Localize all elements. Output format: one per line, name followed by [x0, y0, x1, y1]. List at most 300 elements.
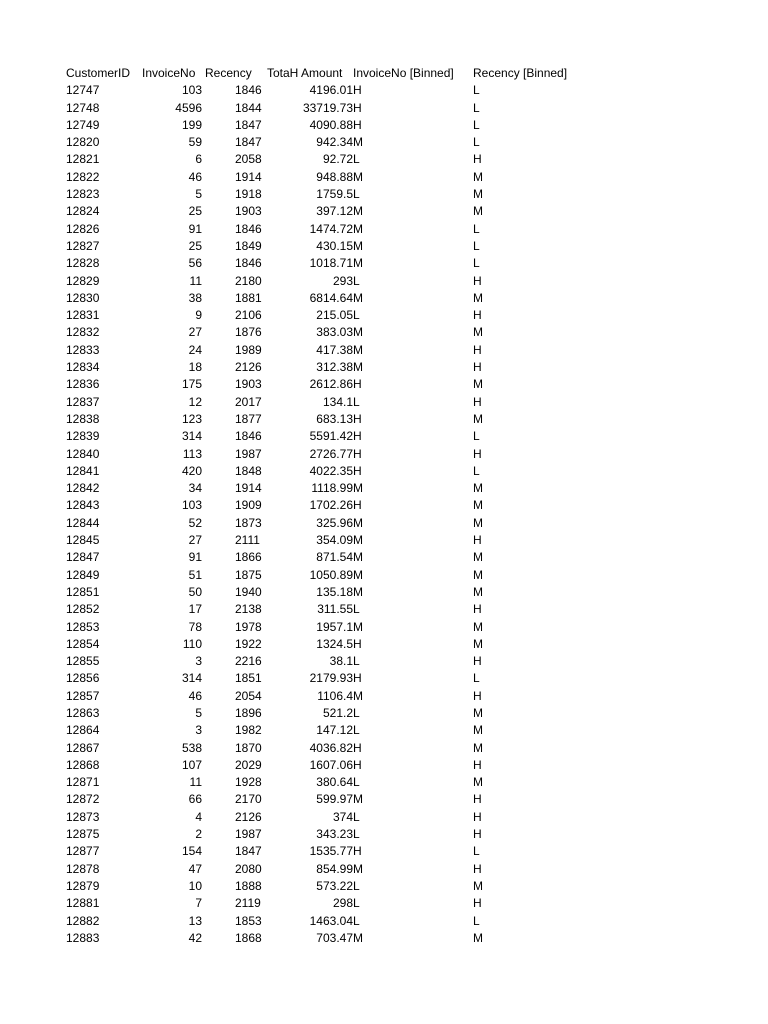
- cell-recency-binned[interactable]: M: [473, 723, 483, 738]
- cell-recency[interactable]: 2216: [235, 654, 262, 669]
- cell-total-amount[interactable]: 599.97: [316, 792, 353, 807]
- cell-recency-binned[interactable]: L: [473, 429, 480, 444]
- cell-customer-id[interactable]: 12839: [66, 429, 100, 444]
- cell-recency-binned[interactable]: H: [473, 809, 482, 824]
- cell-invoice-binned[interactable]: M: [353, 688, 363, 703]
- cell-recency-binned[interactable]: H: [473, 342, 482, 357]
- cell-invoice-no[interactable]: 42: [188, 930, 202, 945]
- cell-invoice-no[interactable]: 314: [181, 671, 202, 686]
- cell-customer-id[interactable]: 12872: [66, 792, 100, 807]
- cell-invoice-binned[interactable]: H: [353, 117, 362, 132]
- cell-recency-binned[interactable]: H: [473, 827, 482, 842]
- cell-recency-binned[interactable]: H: [473, 688, 482, 703]
- cell-total-amount[interactable]: 5591.42: [309, 429, 353, 444]
- cell-recency[interactable]: 2106: [235, 308, 262, 323]
- cell-recency[interactable]: 1987: [235, 446, 262, 461]
- cell-total-amount[interactable]: 1106.4: [317, 688, 353, 703]
- cell-invoice-binned[interactable]: M: [353, 204, 363, 219]
- cell-invoice-binned[interactable]: M: [353, 515, 363, 530]
- cell-customer-id[interactable]: 12878: [66, 861, 100, 876]
- cell-total-amount[interactable]: 343.23: [316, 827, 353, 842]
- cell-total-amount[interactable]: 38.1: [329, 654, 353, 669]
- cell-customer-id[interactable]: 12829: [66, 273, 100, 288]
- cell-customer-id[interactable]: 12856: [66, 671, 100, 686]
- cell-invoice-binned[interactable]: L: [353, 394, 360, 409]
- cell-recency-binned[interactable]: M: [473, 930, 483, 945]
- cell-recency-binned[interactable]: M: [473, 481, 483, 496]
- cell-recency[interactable]: 1888: [235, 878, 262, 893]
- cell-customer-id[interactable]: 12823: [66, 187, 100, 202]
- cell-invoice-no[interactable]: 11: [189, 775, 202, 790]
- cell-invoice-binned[interactable]: M: [353, 325, 363, 340]
- cell-invoice-no[interactable]: 24: [188, 342, 202, 357]
- cell-customer-id[interactable]: 12868: [66, 757, 100, 772]
- cell-invoice-no[interactable]: 50: [188, 584, 202, 599]
- cell-total-amount[interactable]: 2612.86: [309, 377, 353, 392]
- cell-recency-binned[interactable]: M: [473, 325, 483, 340]
- cell-total-amount[interactable]: 380.64: [316, 775, 353, 790]
- cell-invoice-binned[interactable]: H: [353, 100, 362, 115]
- cell-recency-binned[interactable]: M: [473, 740, 483, 755]
- cell-invoice-no[interactable]: 5: [195, 187, 202, 202]
- cell-total-amount[interactable]: 135.18: [316, 584, 353, 599]
- cell-invoice-no[interactable]: 78: [188, 619, 202, 634]
- cell-customer-id[interactable]: 12853: [66, 619, 100, 634]
- cell-recency-binned[interactable]: H: [473, 360, 482, 375]
- cell-customer-id[interactable]: 12867: [66, 740, 100, 755]
- cell-total-amount[interactable]: 1702.26: [309, 498, 353, 513]
- cell-recency-binned[interactable]: M: [473, 567, 483, 582]
- cell-total-amount[interactable]: 1050.89: [309, 567, 353, 582]
- cell-recency[interactable]: 1909: [235, 498, 262, 513]
- cell-recency-binned[interactable]: L: [473, 83, 480, 98]
- cell-invoice-no[interactable]: 113: [182, 446, 202, 461]
- cell-total-amount[interactable]: 1957.1: [316, 619, 353, 634]
- cell-invoice-binned[interactable]: L: [353, 654, 360, 669]
- cell-recency[interactable]: 1846: [235, 83, 262, 98]
- cell-recency-binned[interactable]: M: [473, 187, 483, 202]
- cell-invoice-no[interactable]: 3: [195, 654, 202, 669]
- cell-invoice-binned[interactable]: M: [353, 792, 363, 807]
- cell-total-amount[interactable]: 1018.71: [309, 256, 353, 271]
- cell-recency-binned[interactable]: L: [473, 135, 480, 150]
- cell-invoice-no[interactable]: 46: [188, 169, 202, 184]
- header-invoice-binned[interactable]: InvoiceNo [Binned]: [353, 66, 454, 80]
- cell-total-amount[interactable]: 311.55: [317, 602, 353, 617]
- cell-total-amount[interactable]: 521.2: [322, 705, 353, 720]
- cell-invoice-binned[interactable]: M: [353, 533, 363, 548]
- cell-total-amount[interactable]: 1759.5: [316, 187, 353, 202]
- cell-recency-binned[interactable]: L: [473, 671, 480, 686]
- cell-recency[interactable]: 1847: [235, 135, 262, 150]
- cell-invoice-no[interactable]: 91: [188, 221, 202, 236]
- cell-customer-id[interactable]: 12827: [66, 238, 100, 253]
- cell-customer-id[interactable]: 12847: [66, 550, 100, 565]
- cell-recency[interactable]: 1851: [235, 671, 262, 686]
- cell-recency[interactable]: 1848: [235, 463, 262, 478]
- cell-invoice-no[interactable]: 4596: [175, 100, 202, 115]
- cell-recency-binned[interactable]: L: [473, 117, 480, 132]
- cell-recency[interactable]: 1914: [235, 481, 262, 496]
- cell-recency-binned[interactable]: M: [473, 204, 483, 219]
- header-recency[interactable]: Recency: [205, 66, 252, 80]
- cell-recency[interactable]: 1844: [235, 100, 262, 115]
- cell-total-amount[interactable]: 293: [332, 273, 353, 288]
- cell-customer-id[interactable]: 12864: [66, 723, 100, 738]
- cell-invoice-no[interactable]: 6: [195, 152, 202, 167]
- cell-total-amount[interactable]: 397.12: [316, 204, 353, 219]
- cell-invoice-binned[interactable]: H: [353, 636, 362, 651]
- cell-recency[interactable]: 1896: [235, 705, 262, 720]
- cell-total-amount[interactable]: 4036.82: [309, 740, 353, 755]
- cell-invoice-no[interactable]: 56: [188, 256, 202, 271]
- cell-customer-id[interactable]: 12841: [66, 463, 100, 478]
- cell-recency[interactable]: 2058: [235, 152, 262, 167]
- cell-customer-id[interactable]: 12863: [66, 705, 100, 720]
- cell-recency-binned[interactable]: H: [473, 654, 482, 669]
- cell-invoice-binned[interactable]: M: [353, 290, 363, 305]
- cell-customer-id[interactable]: 12820: [66, 135, 100, 150]
- cell-customer-id[interactable]: 12849: [66, 567, 100, 582]
- cell-recency-binned[interactable]: M: [473, 584, 483, 599]
- cell-invoice-binned[interactable]: M: [353, 619, 363, 634]
- cell-recency-binned[interactable]: H: [473, 896, 482, 911]
- cell-invoice-no[interactable]: 13: [188, 913, 202, 928]
- cell-recency-binned[interactable]: H: [473, 394, 482, 409]
- cell-customer-id[interactable]: 12747: [66, 83, 100, 98]
- cell-invoice-binned[interactable]: H: [353, 83, 362, 98]
- cell-invoice-binned[interactable]: M: [353, 481, 363, 496]
- cell-invoice-no[interactable]: 107: [181, 757, 202, 772]
- cell-recency-binned[interactable]: H: [473, 757, 482, 772]
- cell-invoice-binned[interactable]: L: [353, 152, 360, 167]
- cell-total-amount[interactable]: 1118.99: [311, 481, 353, 496]
- cell-invoice-binned[interactable]: L: [353, 187, 360, 202]
- cell-invoice-no[interactable]: 12: [188, 394, 202, 409]
- cell-recency[interactable]: 1928: [235, 775, 262, 790]
- cell-total-amount[interactable]: 33719.73: [302, 100, 353, 115]
- cell-recency-binned[interactable]: L: [473, 221, 480, 236]
- cell-total-amount[interactable]: 1324.5: [316, 636, 353, 651]
- cell-recency-binned[interactable]: L: [473, 238, 480, 253]
- cell-customer-id[interactable]: 12854: [66, 636, 100, 651]
- cell-customer-id[interactable]: 12877: [66, 844, 100, 859]
- cell-invoice-no[interactable]: 27: [188, 325, 202, 340]
- cell-total-amount[interactable]: 134.1: [322, 394, 353, 409]
- cell-invoice-binned[interactable]: L: [353, 809, 360, 824]
- cell-recency-binned[interactable]: H: [473, 792, 482, 807]
- cell-customer-id[interactable]: 12879: [66, 878, 100, 893]
- cell-invoice-no[interactable]: 47: [188, 861, 202, 876]
- cell-recency-binned[interactable]: L: [473, 463, 480, 478]
- cell-invoice-no[interactable]: 46: [188, 688, 202, 703]
- cell-recency[interactable]: 1903: [235, 204, 262, 219]
- cell-customer-id[interactable]: 12842: [66, 481, 100, 496]
- cell-invoice-binned[interactable]: L: [353, 775, 360, 790]
- cell-customer-id[interactable]: 12857: [66, 688, 100, 703]
- cell-customer-id[interactable]: 12748: [66, 100, 100, 115]
- cell-recency[interactable]: 1846: [235, 221, 262, 236]
- cell-recency-binned[interactable]: H: [473, 273, 482, 288]
- cell-invoice-binned[interactable]: M: [353, 861, 363, 876]
- cell-recency[interactable]: 1846: [235, 429, 262, 444]
- cell-invoice-binned[interactable]: H: [353, 757, 362, 772]
- cell-recency[interactable]: 1849: [235, 238, 262, 253]
- cell-recency-binned[interactable]: M: [473, 290, 483, 305]
- cell-invoice-no[interactable]: 199: [181, 117, 202, 132]
- cell-invoice-no[interactable]: 11: [189, 273, 202, 288]
- cell-recency-binned[interactable]: H: [473, 308, 482, 323]
- cell-customer-id[interactable]: 12843: [66, 498, 100, 513]
- cell-recency-binned[interactable]: M: [473, 411, 483, 426]
- cell-customer-id[interactable]: 12836: [66, 377, 100, 392]
- cell-invoice-binned[interactable]: M: [353, 169, 363, 184]
- cell-recency[interactable]: 1877: [235, 411, 262, 426]
- cell-customer-id[interactable]: 12873: [66, 809, 100, 824]
- cell-recency[interactable]: 1978: [235, 619, 262, 634]
- header-total-amount[interactable]: TotaH Amount: [267, 66, 343, 80]
- cell-invoice-binned[interactable]: H: [353, 429, 362, 444]
- cell-recency-binned[interactable]: M: [473, 619, 483, 634]
- cell-total-amount[interactable]: 2179.93: [309, 671, 353, 686]
- cell-invoice-binned[interactable]: H: [353, 411, 362, 426]
- cell-invoice-no[interactable]: 18: [188, 360, 202, 375]
- cell-invoice-no[interactable]: 103: [181, 83, 202, 98]
- cell-invoice-binned[interactable]: L: [353, 896, 360, 911]
- cell-recency-binned[interactable]: M: [473, 515, 483, 530]
- cell-recency-binned[interactable]: M: [473, 636, 483, 651]
- cell-total-amount[interactable]: 147.12: [316, 723, 353, 738]
- cell-invoice-no[interactable]: 17: [188, 602, 202, 617]
- cell-invoice-binned[interactable]: L: [353, 913, 360, 928]
- cell-recency[interactable]: 2180: [235, 273, 262, 288]
- cell-recency[interactable]: 2170: [235, 792, 262, 807]
- cell-recency-binned[interactable]: M: [473, 169, 483, 184]
- cell-total-amount[interactable]: 374: [332, 809, 353, 824]
- cell-invoice-no[interactable]: 9: [195, 308, 202, 323]
- cell-total-amount[interactable]: 325.96: [316, 515, 353, 530]
- cell-recency[interactable]: 1918: [235, 187, 262, 202]
- cell-invoice-no[interactable]: 38: [188, 290, 202, 305]
- cell-recency[interactable]: 1982: [235, 723, 262, 738]
- cell-recency[interactable]: 1875: [235, 567, 262, 582]
- cell-invoice-no[interactable]: 154: [181, 844, 202, 859]
- cell-invoice-no[interactable]: 110: [182, 636, 202, 651]
- cell-invoice-no[interactable]: 175: [181, 377, 202, 392]
- cell-invoice-binned[interactable]: M: [353, 256, 363, 271]
- cell-invoice-binned[interactable]: L: [353, 878, 360, 893]
- cell-customer-id[interactable]: 12821: [66, 152, 100, 167]
- cell-invoice-no[interactable]: 51: [188, 567, 202, 582]
- cell-invoice-no[interactable]: 10: [188, 878, 202, 893]
- cell-invoice-no[interactable]: 420: [181, 463, 202, 478]
- cell-invoice-no[interactable]: 27: [188, 533, 202, 548]
- header-customer-id[interactable]: CustomerID: [66, 66, 131, 80]
- cell-total-amount[interactable]: 703.47: [316, 930, 353, 945]
- cell-total-amount[interactable]: 4090.88: [309, 117, 353, 132]
- cell-total-amount[interactable]: 683.13: [316, 411, 353, 426]
- cell-invoice-binned[interactable]: M: [353, 360, 363, 375]
- cell-customer-id[interactable]: 12822: [66, 169, 100, 184]
- header-invoice-no[interactable]: InvoiceNo: [142, 66, 196, 80]
- cell-invoice-no[interactable]: 59: [188, 135, 202, 150]
- cell-invoice-binned[interactable]: L: [353, 827, 360, 842]
- cell-recency[interactable]: 1868: [235, 930, 262, 945]
- cell-total-amount[interactable]: 1474.72: [309, 221, 353, 236]
- cell-customer-id[interactable]: 12826: [66, 221, 100, 236]
- cell-recency[interactable]: 2017: [235, 394, 262, 409]
- cell-invoice-binned[interactable]: L: [353, 308, 360, 323]
- cell-recency-binned[interactable]: L: [473, 844, 480, 859]
- cell-invoice-binned[interactable]: M: [353, 221, 363, 236]
- cell-invoice-no[interactable]: 34: [188, 481, 202, 496]
- cell-recency[interactable]: 2138: [235, 602, 262, 617]
- cell-customer-id[interactable]: 12824: [66, 204, 100, 219]
- cell-invoice-binned[interactable]: L: [353, 602, 360, 617]
- cell-recency-binned[interactable]: L: [473, 256, 480, 271]
- cell-total-amount[interactable]: 215.05: [316, 308, 353, 323]
- cell-recency[interactable]: 1903: [235, 377, 262, 392]
- cell-total-amount[interactable]: 948.88: [316, 169, 353, 184]
- cell-customer-id[interactable]: 12834: [66, 360, 100, 375]
- cell-total-amount[interactable]: 1607.06: [309, 757, 353, 772]
- cell-customer-id[interactable]: 12851: [66, 584, 100, 599]
- cell-customer-id[interactable]: 12882: [66, 913, 100, 928]
- cell-recency[interactable]: 1914: [235, 169, 262, 184]
- cell-recency[interactable]: 2126: [235, 809, 262, 824]
- cell-invoice-binned[interactable]: M: [353, 550, 363, 565]
- cell-recency-binned[interactable]: L: [473, 913, 480, 928]
- cell-recency[interactable]: 1847: [235, 117, 262, 132]
- cell-total-amount[interactable]: 871.54: [316, 550, 353, 565]
- cell-customer-id[interactable]: 12831: [66, 308, 100, 323]
- cell-total-amount[interactable]: 354.09: [316, 533, 353, 548]
- cell-total-amount[interactable]: 573.22: [316, 878, 353, 893]
- cell-total-amount[interactable]: 4022.35: [309, 463, 353, 478]
- cell-recency[interactable]: 2080: [235, 861, 262, 876]
- cell-invoice-binned[interactable]: M: [353, 238, 363, 253]
- cell-invoice-no[interactable]: 314: [181, 429, 202, 444]
- cell-total-amount[interactable]: 298: [332, 896, 353, 911]
- cell-customer-id[interactable]: 12833: [66, 342, 100, 357]
- cell-recency[interactable]: 2054: [235, 688, 262, 703]
- cell-customer-id[interactable]: 12881: [66, 896, 100, 911]
- cell-recency[interactable]: 1989: [235, 342, 262, 357]
- cell-invoice-binned[interactable]: M: [353, 342, 363, 357]
- cell-recency-binned[interactable]: M: [473, 705, 483, 720]
- cell-customer-id[interactable]: 12837: [66, 394, 100, 409]
- cell-customer-id[interactable]: 12845: [66, 533, 100, 548]
- cell-invoice-no[interactable]: 538: [181, 740, 202, 755]
- cell-invoice-binned[interactable]: M: [353, 567, 363, 582]
- cell-recency-binned[interactable]: M: [473, 550, 483, 565]
- cell-customer-id[interactable]: 12830: [66, 290, 100, 305]
- cell-recency[interactable]: 2126: [235, 360, 262, 375]
- cell-invoice-no[interactable]: 3: [195, 723, 202, 738]
- cell-total-amount[interactable]: 92.72: [322, 152, 353, 167]
- cell-invoice-binned[interactable]: L: [353, 273, 360, 288]
- cell-customer-id[interactable]: 12883: [66, 930, 100, 945]
- cell-customer-id[interactable]: 12844: [66, 515, 100, 530]
- cell-invoice-no[interactable]: 91: [188, 550, 202, 565]
- cell-recency-binned[interactable]: M: [473, 878, 483, 893]
- cell-recency[interactable]: 1881: [235, 290, 262, 305]
- cell-invoice-binned[interactable]: H: [353, 446, 362, 461]
- cell-invoice-no[interactable]: 66: [188, 792, 202, 807]
- cell-recency[interactable]: 2111: [235, 533, 260, 548]
- cell-recency[interactable]: 1846: [235, 256, 262, 271]
- cell-invoice-binned[interactable]: M: [353, 135, 363, 150]
- cell-total-amount[interactable]: 854.99: [316, 861, 353, 876]
- cell-customer-id[interactable]: 12875: [66, 827, 100, 842]
- cell-recency[interactable]: 1866: [235, 550, 262, 565]
- cell-recency[interactable]: 1870: [235, 740, 262, 755]
- cell-invoice-binned[interactable]: H: [353, 377, 362, 392]
- cell-recency[interactable]: 2029: [235, 757, 262, 772]
- cell-invoice-binned[interactable]: M: [353, 930, 363, 945]
- cell-total-amount[interactable]: 4196.01: [309, 83, 353, 98]
- cell-customer-id[interactable]: 12749: [66, 117, 100, 132]
- cell-recency[interactable]: 2119: [235, 896, 261, 911]
- cell-total-amount[interactable]: 383.03: [316, 325, 353, 340]
- cell-invoice-no[interactable]: 25: [188, 238, 202, 253]
- cell-recency[interactable]: 1987: [235, 827, 262, 842]
- cell-recency-binned[interactable]: M: [473, 498, 483, 513]
- cell-recency[interactable]: 1940: [235, 584, 262, 599]
- cell-invoice-no[interactable]: 7: [195, 896, 202, 911]
- cell-recency-binned[interactable]: H: [473, 446, 482, 461]
- cell-total-amount[interactable]: 6814.64: [309, 290, 353, 305]
- cell-total-amount[interactable]: 2726.77: [309, 446, 353, 461]
- cell-invoice-binned[interactable]: H: [353, 463, 362, 478]
- cell-total-amount[interactable]: 1535.77: [309, 844, 353, 859]
- cell-customer-id[interactable]: 12855: [66, 654, 100, 669]
- cell-total-amount[interactable]: 430.15: [316, 238, 353, 253]
- cell-total-amount[interactable]: 942.34: [316, 135, 353, 150]
- cell-customer-id[interactable]: 12832: [66, 325, 100, 340]
- cell-invoice-no[interactable]: 52: [188, 515, 202, 530]
- cell-recency[interactable]: 1853: [235, 913, 262, 928]
- cell-total-amount[interactable]: 1463.04: [309, 913, 353, 928]
- cell-customer-id[interactable]: 12840: [66, 446, 100, 461]
- cell-recency[interactable]: 1873: [235, 515, 262, 530]
- cell-invoice-binned[interactable]: H: [353, 671, 362, 686]
- cell-recency-binned[interactable]: H: [473, 152, 482, 167]
- cell-invoice-binned[interactable]: H: [353, 498, 362, 513]
- cell-invoice-binned[interactable]: L: [353, 705, 360, 720]
- cell-invoice-no[interactable]: 103: [181, 498, 202, 513]
- cell-total-amount[interactable]: 312.38: [316, 360, 353, 375]
- cell-recency-binned[interactable]: H: [473, 602, 482, 617]
- header-recency-binned[interactable]: Recency [Binned]: [473, 66, 568, 80]
- cell-recency[interactable]: 1922: [235, 636, 262, 651]
- cell-recency-binned[interactable]: H: [473, 533, 482, 548]
- cell-invoice-no[interactable]: 123: [181, 411, 202, 426]
- cell-customer-id[interactable]: 12871: [66, 775, 100, 790]
- cell-recency[interactable]: 1876: [235, 325, 262, 340]
- cell-invoice-no[interactable]: 4: [195, 809, 202, 824]
- cell-invoice-binned[interactable]: H: [353, 740, 362, 755]
- cell-recency-binned[interactable]: M: [473, 775, 483, 790]
- cell-customer-id[interactable]: 12828: [66, 256, 100, 271]
- cell-invoice-no[interactable]: 2: [195, 827, 202, 842]
- cell-recency-binned[interactable]: L: [473, 100, 480, 115]
- cell-customer-id[interactable]: 12838: [66, 411, 100, 426]
- cell-recency-binned[interactable]: H: [473, 861, 482, 876]
- cell-invoice-no[interactable]: 25: [188, 204, 202, 219]
- cell-recency-binned[interactable]: M: [473, 377, 483, 392]
- cell-invoice-no[interactable]: 5: [195, 705, 202, 720]
